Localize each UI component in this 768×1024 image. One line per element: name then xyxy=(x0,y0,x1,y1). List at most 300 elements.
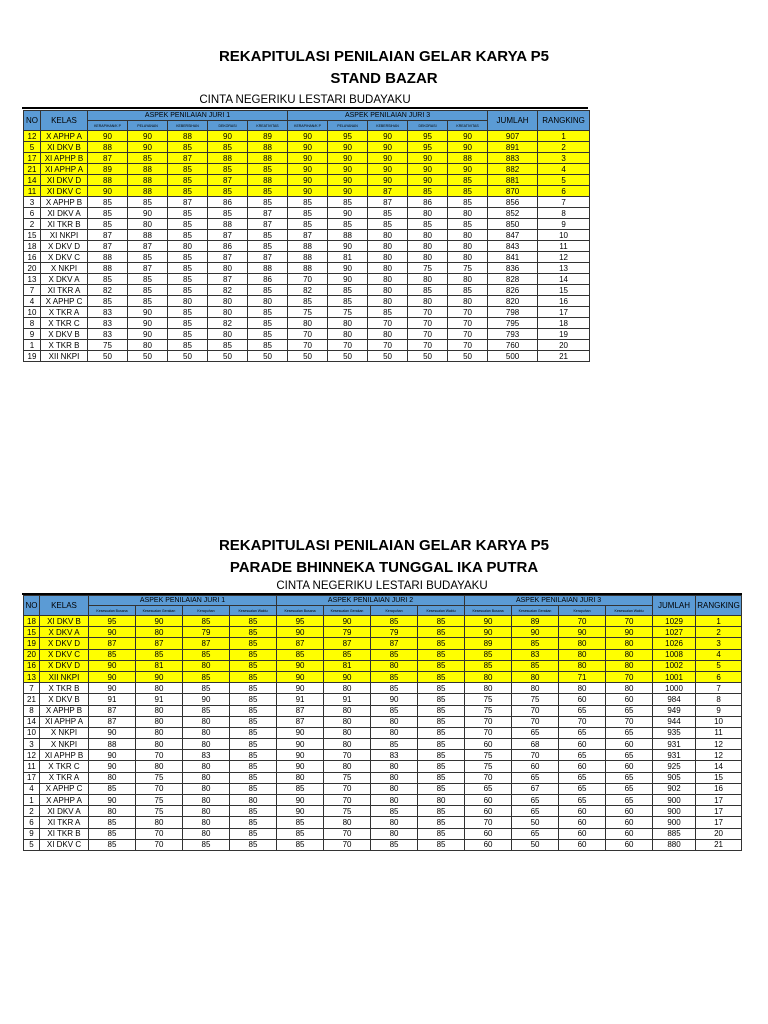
table-cell: 14 xyxy=(24,716,40,727)
table-row xyxy=(24,817,742,828)
table-row xyxy=(24,230,590,241)
table-cell: XI TKR A xyxy=(41,285,88,296)
table-cell: 95 xyxy=(408,131,448,142)
table-cell: 1029 xyxy=(653,616,696,627)
table-cell: 50 xyxy=(128,351,168,362)
table-row xyxy=(24,839,742,850)
table-cell: 90 xyxy=(183,694,230,705)
table-cell: 80 xyxy=(606,649,653,660)
table-cell: X APHP A xyxy=(41,131,88,142)
header-juri-3: ASPEK PENILAIAN JURI 3 xyxy=(465,596,653,606)
table-cell: 90 xyxy=(465,616,512,627)
table-cell: 88 xyxy=(288,241,328,252)
table-cell: 85 xyxy=(89,649,136,660)
table-row xyxy=(24,263,590,274)
table-cell: 85 xyxy=(371,649,418,660)
header-criterion: KEBERSIHAN xyxy=(168,121,208,131)
table-cell: 820 xyxy=(488,296,538,307)
table-cell: 1026 xyxy=(653,638,696,649)
section1-table-body xyxy=(24,131,590,362)
table-cell: 85 xyxy=(168,285,208,296)
table-cell: 75 xyxy=(324,772,371,783)
table-cell: 80 xyxy=(183,660,230,671)
table-cell: 16 xyxy=(24,252,41,263)
table-cell: 89 xyxy=(248,131,288,142)
table-cell: 90 xyxy=(328,175,368,186)
table-cell: 90 xyxy=(328,241,368,252)
table-cell: 68 xyxy=(512,739,559,750)
table-cell: 21 xyxy=(24,164,41,175)
table-cell: 80 xyxy=(371,817,418,828)
table-cell: 85 xyxy=(89,828,136,839)
table-cell: 80 xyxy=(371,660,418,671)
header-criterion: Kesesuaian Busana xyxy=(465,606,512,616)
table-cell: 85 xyxy=(168,186,208,197)
table-cell: 6 xyxy=(696,671,742,682)
table-cell: 90 xyxy=(408,153,448,164)
table-cell: 50 xyxy=(368,351,408,362)
table-cell: 80 xyxy=(230,795,277,806)
table-cell: 90 xyxy=(448,131,488,142)
table-cell: 80 xyxy=(368,274,408,285)
table-cell: 71 xyxy=(559,671,606,682)
table-cell: 90 xyxy=(328,153,368,164)
table-cell: 85 xyxy=(230,705,277,716)
table-cell: X DKV B xyxy=(41,329,88,340)
table-cell: 1 xyxy=(24,795,40,806)
table-cell: 85 xyxy=(230,627,277,638)
header-juri-1: ASPEK PENILAIAN JURI 1 xyxy=(88,111,288,121)
table-cell: 925 xyxy=(653,761,696,772)
table-cell: 75 xyxy=(465,750,512,761)
table-cell: 85 xyxy=(183,705,230,716)
table-cell: 88 xyxy=(88,175,128,186)
table-cell: 90 xyxy=(328,142,368,153)
table-cell: 795 xyxy=(488,318,538,329)
table-cell: 50 xyxy=(208,351,248,362)
table-cell: X APHP A xyxy=(40,795,89,806)
table-cell: 852 xyxy=(488,208,538,219)
table-cell: 80 xyxy=(559,660,606,671)
table-cell: 85 xyxy=(88,274,128,285)
table-cell: 83 xyxy=(88,318,128,329)
table-cell: 60 xyxy=(559,739,606,750)
table-cell: 87 xyxy=(136,638,183,649)
table-cell: 80 xyxy=(128,219,168,230)
table-cell: 90 xyxy=(277,761,324,772)
table-cell: XI APHP A xyxy=(40,716,89,727)
table-cell: 60 xyxy=(559,828,606,839)
table-cell: 2 xyxy=(24,806,40,817)
table-cell: X TKR C xyxy=(40,761,89,772)
table-cell: 95 xyxy=(89,616,136,627)
table-cell: 847 xyxy=(488,230,538,241)
table-cell: 80 xyxy=(136,761,183,772)
table-cell: 70 xyxy=(288,329,328,340)
table-cell: 826 xyxy=(488,285,538,296)
table-cell: X DKV B xyxy=(40,694,89,705)
table-cell: 90 xyxy=(277,727,324,738)
table-cell: 905 xyxy=(653,772,696,783)
header-criterion: KERAPIHAN/K P xyxy=(88,121,128,131)
table-cell: 86 xyxy=(408,197,448,208)
table-cell: 85 xyxy=(248,186,288,197)
header-criterion: Kerapuhan xyxy=(559,606,606,616)
table-cell: 70 xyxy=(324,839,371,850)
table-cell: 60 xyxy=(559,761,606,772)
table-cell: 85 xyxy=(88,208,128,219)
table-cell: 85 xyxy=(418,772,465,783)
table-cell: 85 xyxy=(277,817,324,828)
table-cell: 87 xyxy=(128,263,168,274)
table-cell: 88 xyxy=(208,219,248,230)
table-cell: 90 xyxy=(277,671,324,682)
table-cell: 85 xyxy=(371,739,418,750)
table-cell: 80 xyxy=(183,806,230,817)
table-cell: 85 xyxy=(230,727,277,738)
table-cell: 90 xyxy=(277,739,324,750)
table-cell: 85 xyxy=(368,219,408,230)
table-cell: 60 xyxy=(465,739,512,750)
table-cell: 91 xyxy=(136,694,183,705)
table-cell: 85 xyxy=(168,340,208,351)
table-cell: 85 xyxy=(418,705,465,716)
table-row xyxy=(24,241,590,252)
header-criterion: DEKORASI xyxy=(208,121,248,131)
table-cell: 5 xyxy=(24,142,41,153)
table-cell: 70 xyxy=(606,671,653,682)
table-row xyxy=(24,197,590,208)
table-cell: 85 xyxy=(168,142,208,153)
table-cell: 85 xyxy=(418,616,465,627)
table-cell: 80 xyxy=(465,683,512,694)
table-cell: 95 xyxy=(277,616,324,627)
table-cell: 75 xyxy=(448,263,488,274)
table-cell: 80 xyxy=(183,739,230,750)
header-criterion: PELAYANAN xyxy=(128,121,168,131)
table-cell: 85 xyxy=(418,649,465,660)
table-cell: 90 xyxy=(324,671,371,682)
table-cell: 70 xyxy=(328,340,368,351)
table-cell: 85 xyxy=(230,761,277,772)
table-cell: 870 xyxy=(488,186,538,197)
section2-table-body xyxy=(24,616,742,851)
table-cell: 85 xyxy=(328,197,368,208)
section1-title-2: STAND BAZAR xyxy=(330,70,438,87)
table-cell: 88 xyxy=(128,186,168,197)
table-cell: 87 xyxy=(248,252,288,263)
table-cell: 85 xyxy=(288,197,328,208)
table-cell: 90 xyxy=(371,694,418,705)
table-cell: 85 xyxy=(418,806,465,817)
table-cell: 75 xyxy=(512,694,559,705)
table-cell: 80 xyxy=(324,817,371,828)
table-cell: 80 xyxy=(606,683,653,694)
table-cell: 80 xyxy=(208,329,248,340)
table-cell: 70 xyxy=(465,716,512,727)
table-cell: 85 xyxy=(418,694,465,705)
table-cell: 907 xyxy=(488,131,538,142)
table-row xyxy=(24,142,590,153)
table-cell: 85 xyxy=(418,716,465,727)
table-row xyxy=(24,761,742,772)
table-cell: 14 xyxy=(538,274,590,285)
table-cell: XI TKR A xyxy=(40,817,89,828)
table-cell: 12 xyxy=(696,750,742,761)
table-cell: 86 xyxy=(208,197,248,208)
table-cell: 80 xyxy=(183,828,230,839)
table-cell: 902 xyxy=(653,783,696,794)
header-criterion: Kerapuhan xyxy=(371,606,418,616)
table-cell: 75 xyxy=(288,307,328,318)
table-cell: 1001 xyxy=(653,671,696,682)
table-cell: 80 xyxy=(89,772,136,783)
table-cell: 900 xyxy=(653,795,696,806)
table-cell: 6 xyxy=(24,817,40,828)
table-cell: 85 xyxy=(248,329,288,340)
table-cell: 80 xyxy=(512,683,559,694)
table-cell: 20 xyxy=(538,340,590,351)
table-cell: 1 xyxy=(696,616,742,627)
table-cell: 9 xyxy=(538,219,590,230)
table-cell: 90 xyxy=(448,164,488,175)
table-cell: 60 xyxy=(465,795,512,806)
table-cell: 4 xyxy=(696,649,742,660)
table-cell: 13 xyxy=(538,263,590,274)
table-cell: 80 xyxy=(168,296,208,307)
section2-title: REKAPITULASI PENILAIAN GELAR KARYA P5 xyxy=(218,537,550,554)
table-cell: 8 xyxy=(24,318,41,329)
table-cell: 80 xyxy=(448,252,488,263)
table-cell: 85 xyxy=(230,817,277,828)
table-cell: 85 xyxy=(277,828,324,839)
table-cell: 70 xyxy=(465,727,512,738)
table-cell: 85 xyxy=(168,219,208,230)
table-cell: 885 xyxy=(653,828,696,839)
table-cell: 90 xyxy=(89,761,136,772)
table-cell: 85 xyxy=(418,761,465,772)
table-cell: 9 xyxy=(24,828,40,839)
header-jumlah: JUMLAH xyxy=(488,111,538,131)
table-cell: 90 xyxy=(136,616,183,627)
table-cell: 85 xyxy=(408,285,448,296)
table-cell: X APHP B xyxy=(41,197,88,208)
table-cell: 3 xyxy=(24,739,40,750)
table-cell: 80 xyxy=(324,705,371,716)
table-cell: 60 xyxy=(606,817,653,828)
table-cell: 90 xyxy=(89,750,136,761)
table-cell: 85 xyxy=(248,285,288,296)
table-cell: 88 xyxy=(168,131,208,142)
table-cell: 17 xyxy=(696,817,742,828)
table-cell: 85 xyxy=(277,649,324,660)
table-cell: 85 xyxy=(418,627,465,638)
table-cell: 85 xyxy=(230,638,277,649)
table-row xyxy=(24,274,590,285)
table-cell: 81 xyxy=(324,660,371,671)
table-cell: 12 xyxy=(24,131,41,142)
table-cell: 85 xyxy=(230,649,277,660)
table-cell: 20 xyxy=(24,649,40,660)
table-cell: 20 xyxy=(24,263,41,274)
table-cell: 65 xyxy=(559,772,606,783)
table-row xyxy=(24,627,742,638)
table-cell: 50 xyxy=(328,351,368,362)
table-cell: 75 xyxy=(136,806,183,817)
table-cell: 85 xyxy=(168,230,208,241)
table-cell: 85 xyxy=(89,839,136,850)
table-cell: 85 xyxy=(230,694,277,705)
table-cell: 10 xyxy=(24,307,41,318)
table-cell: 85 xyxy=(128,285,168,296)
table-cell: 85 xyxy=(89,783,136,794)
table-cell: 87 xyxy=(208,274,248,285)
table-cell: X DKV C xyxy=(41,252,88,263)
table-cell: XI DKV C xyxy=(40,839,89,850)
table-cell: 80 xyxy=(208,263,248,274)
table-cell: 75 xyxy=(465,705,512,716)
table-cell: 85 xyxy=(371,839,418,850)
table-cell: 85 xyxy=(512,638,559,649)
table-cell: 90 xyxy=(512,627,559,638)
table-cell: X TKR C xyxy=(41,318,88,329)
table-cell: 85 xyxy=(324,649,371,660)
table-cell: 90 xyxy=(89,671,136,682)
table-cell: 80 xyxy=(368,285,408,296)
table-cell: 85 xyxy=(248,340,288,351)
table-cell: 90 xyxy=(208,131,248,142)
table-cell: 90 xyxy=(89,627,136,638)
table-cell: 90 xyxy=(277,660,324,671)
table-cell: 80 xyxy=(136,627,183,638)
table-cell: 8 xyxy=(538,208,590,219)
table-cell: 65 xyxy=(559,705,606,716)
header-juri-1: ASPEK PENILAIAN JURI 1 xyxy=(89,596,277,606)
table-cell: XI DKV C xyxy=(41,186,88,197)
table-cell: 87 xyxy=(277,705,324,716)
table-cell: 87 xyxy=(277,716,324,727)
table-cell: 60 xyxy=(559,806,606,817)
table-cell: X TKR B xyxy=(41,340,88,351)
table-cell: 4 xyxy=(24,296,41,307)
table-cell: 90 xyxy=(328,186,368,197)
table-cell: 3 xyxy=(24,197,41,208)
table-cell: 85 xyxy=(128,296,168,307)
table-cell: 85 xyxy=(230,839,277,850)
table-cell: 16 xyxy=(696,783,742,794)
table-cell: 82 xyxy=(88,285,128,296)
table-cell: 90 xyxy=(328,208,368,219)
table-cell: 70 xyxy=(136,783,183,794)
table-row xyxy=(24,705,742,716)
table-cell: 80 xyxy=(183,817,230,828)
section1-subtitle: CINTA NEGERIKU LESTARI BUDAYAKU xyxy=(22,93,588,109)
table-cell: 60 xyxy=(465,828,512,839)
table-cell: 85 xyxy=(230,671,277,682)
table-cell: 21 xyxy=(696,839,742,850)
table-cell: 82 xyxy=(208,318,248,329)
table-cell: 70 xyxy=(368,318,408,329)
table-cell: 88 xyxy=(248,175,288,186)
table-cell: 87 xyxy=(88,153,128,164)
table-cell: 11 xyxy=(538,241,590,252)
table-cell: 880 xyxy=(653,839,696,850)
table-cell: 21 xyxy=(538,351,590,362)
table-row xyxy=(24,783,742,794)
table-row xyxy=(24,638,742,649)
table-cell: 65 xyxy=(465,783,512,794)
table-cell: 87 xyxy=(277,638,324,649)
table-cell: 1 xyxy=(24,340,41,351)
table-cell: 17 xyxy=(24,153,41,164)
table-cell: 85 xyxy=(328,219,368,230)
table-cell: 50 xyxy=(248,351,288,362)
header-criterion: Kesesuaian Busana xyxy=(277,606,324,616)
table-cell: 90 xyxy=(277,806,324,817)
table-cell: X TKR A xyxy=(40,772,89,783)
table-cell: 70 xyxy=(448,307,488,318)
table-cell: 90 xyxy=(368,175,408,186)
header-juri-3: ASPEK PENILAIAN JURI 3 xyxy=(288,111,488,121)
table-cell: 793 xyxy=(488,329,538,340)
table-cell: XI NKPI xyxy=(41,230,88,241)
table-cell: 90 xyxy=(128,318,168,329)
table-cell: 17 xyxy=(538,307,590,318)
table-cell: 90 xyxy=(136,671,183,682)
table-cell: 81 xyxy=(136,660,183,671)
table-cell: 80 xyxy=(371,761,418,772)
table-cell: 16 xyxy=(24,660,40,671)
table-cell: 70 xyxy=(448,318,488,329)
table-cell: 80 xyxy=(606,660,653,671)
table-cell: XI DKV B xyxy=(41,142,88,153)
table-row xyxy=(24,175,590,186)
table-cell: 70 xyxy=(559,716,606,727)
header-criterion: KEBERSIHAN xyxy=(368,121,408,131)
table-cell: 88 xyxy=(128,230,168,241)
table-cell: 85 xyxy=(168,175,208,186)
table-cell: 80 xyxy=(183,783,230,794)
table-cell: 8 xyxy=(24,705,40,716)
table-cell: XII NKPI xyxy=(41,351,88,362)
table-cell: 80 xyxy=(448,241,488,252)
table-cell: 85 xyxy=(128,252,168,263)
table-cell: 80 xyxy=(136,727,183,738)
table-cell: 85 xyxy=(418,638,465,649)
table-cell: 83 xyxy=(371,750,418,761)
table-cell: 85 xyxy=(168,307,208,318)
table-cell: 10 xyxy=(538,230,590,241)
table-cell: 90 xyxy=(288,186,328,197)
table-cell: 80 xyxy=(136,705,183,716)
table-row xyxy=(24,683,742,694)
table-cell: 19 xyxy=(24,351,41,362)
table-cell: 70 xyxy=(324,795,371,806)
table-cell: 82 xyxy=(208,285,248,296)
table-cell: 87 xyxy=(128,241,168,252)
table-cell: X DKV C xyxy=(40,649,89,660)
table-cell: 75 xyxy=(324,806,371,817)
table-cell: 90 xyxy=(328,263,368,274)
table-cell: 60 xyxy=(559,817,606,828)
table-cell: 80 xyxy=(448,296,488,307)
table-cell: 91 xyxy=(89,694,136,705)
table-cell: 12 xyxy=(538,252,590,263)
table-cell: 85 xyxy=(408,219,448,230)
table-cell: XI TKR B xyxy=(40,828,89,839)
table-cell: 16 xyxy=(538,296,590,307)
header-criterion: KREATIVITAS xyxy=(248,121,288,131)
